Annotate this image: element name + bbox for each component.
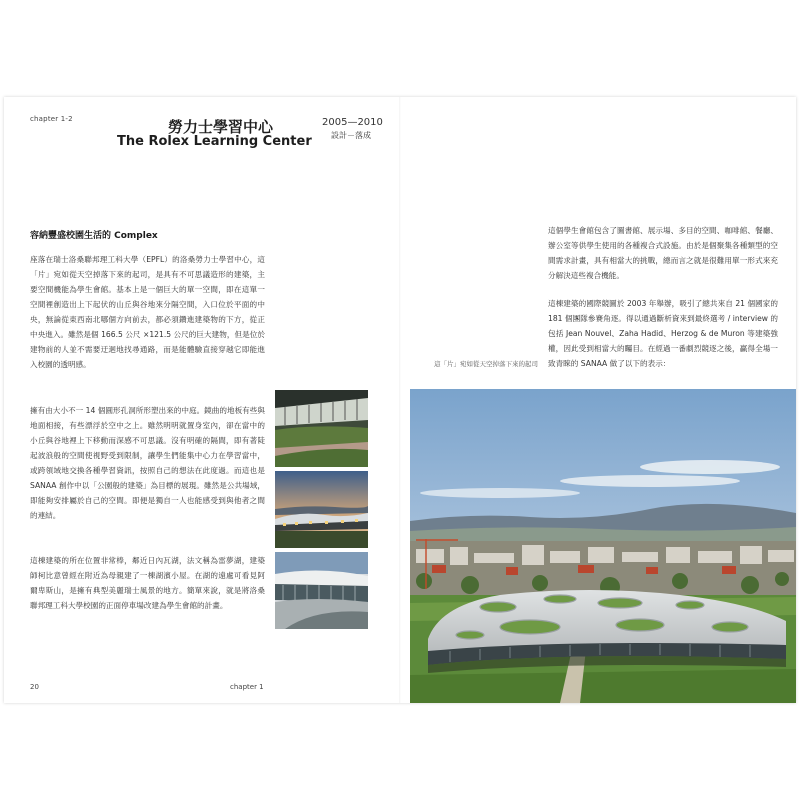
title-english: The Rolex Learning Center xyxy=(117,134,312,149)
section-heading: 容納豐盛校園生活的 Complex xyxy=(30,231,158,241)
photo-caption: 這「片」宛如從天空掉落下來的起司 xyxy=(434,360,538,368)
title-chinese: 勞力士學習中心 xyxy=(168,118,274,136)
left-paragraph-1: 座落在瑞士洛桑聯邦理工科大學（EPFL）的洛桑勞力士學習中心，這「片」宛如從天空掉落下來的起司，是具有不可思議造形的建築，主要空間機能為學生會館。基本上是一個巨大的單一空間，即在這單一空間裡創造出上下起伏的山丘與谷地來分隔空間，入口位於平面的中央，無論從東西南北哪個方向前去，都必須鑽進建築物的下方，從正中央進入。雖然是個 166.5 公尺 ×121.5 公尺的巨大建物，但是位於建物前的人並不需要迂迴地找尋通路，而是能體驗直接穿越它即能進入校園的透明感。 xyxy=(30,255,265,369)
chapter-footer: chapter 1 xyxy=(230,683,264,691)
book-spread xyxy=(4,97,796,703)
right-paragraph-2: 這棟建築的國際競圖於 2003 年舉辦，吸引了總共來自 21 個國家的 181 個團隊參賽角逐。得以通過斷析資來到最終選考 / interview 的包括 Jean Nouvel、Zaha Hadid、Herzog & de Muron 等建築強權，因此受到相當大的矚目。在經過一番劇烈競逐之後，贏得全場一致青睞的 SANAA 做了以下的表示： xyxy=(548,299,778,368)
thumbnail-photo-dusk xyxy=(275,471,368,548)
project-years: 2005—2010 xyxy=(322,117,383,128)
right-page xyxy=(400,97,796,703)
thumbnail-photo-interior xyxy=(275,390,368,467)
chapter-label: chapter 1-2 xyxy=(30,115,73,123)
left-paragraph-3: 這棟建築的所在位置非常棒，鄰近日內瓦湖，法文稱為雷夢湖，建築師柯比意曾經在附近為母親建了一棟湖濱小屋。在湖的遠處可看見阿爾卑斯山，是擁有典型美麗瑞士風景的地方。簡單來說，就是將洛桑聯邦理工科大學校園的正面停車場改建為學生會館的計畫。 xyxy=(30,556,265,610)
left-page xyxy=(4,97,400,703)
thumbnail-photo-facade xyxy=(275,552,368,629)
aerial-photo-rolex-center xyxy=(410,389,796,703)
page-number: 20 xyxy=(30,683,39,691)
right-paragraph-1: 這個學生會館包含了圖書館、展示場、多目的空間、咖啡館、餐廳、辦公室等供學生使用的各種複合式設施。由於是個聚集各種類型的空間需求計畫，具有相當大的挑戰，總而言之就是很難用單一形式來充分解決這些複合機能。 xyxy=(548,226,778,280)
project-period: 設計－落成 xyxy=(331,131,371,140)
left-paragraph-2: 擁有由大小不一 14 個圓形孔洞所形塑出來的中庭。鏡曲的地板有些與地面相接，有些漂浮於空中之上。雖然明明就置身室內，卻在當中的小丘與谷地裡上下移動而深感不可思議。沒有明確的隔間，即有著陡起波浪般的空間使視野受到限制，讓學生們能集中心力在學習當中，或跨領域地交換各種學習資訊，按照自己的想法在此度過。而這也是 SANAA 創作中以「公園般的建築」為目標的展現。雖然是公共場域，即能夠安排屬於自己的空間。即便是獨自一人也能感受到與他者之間的連結。 xyxy=(30,406,265,520)
